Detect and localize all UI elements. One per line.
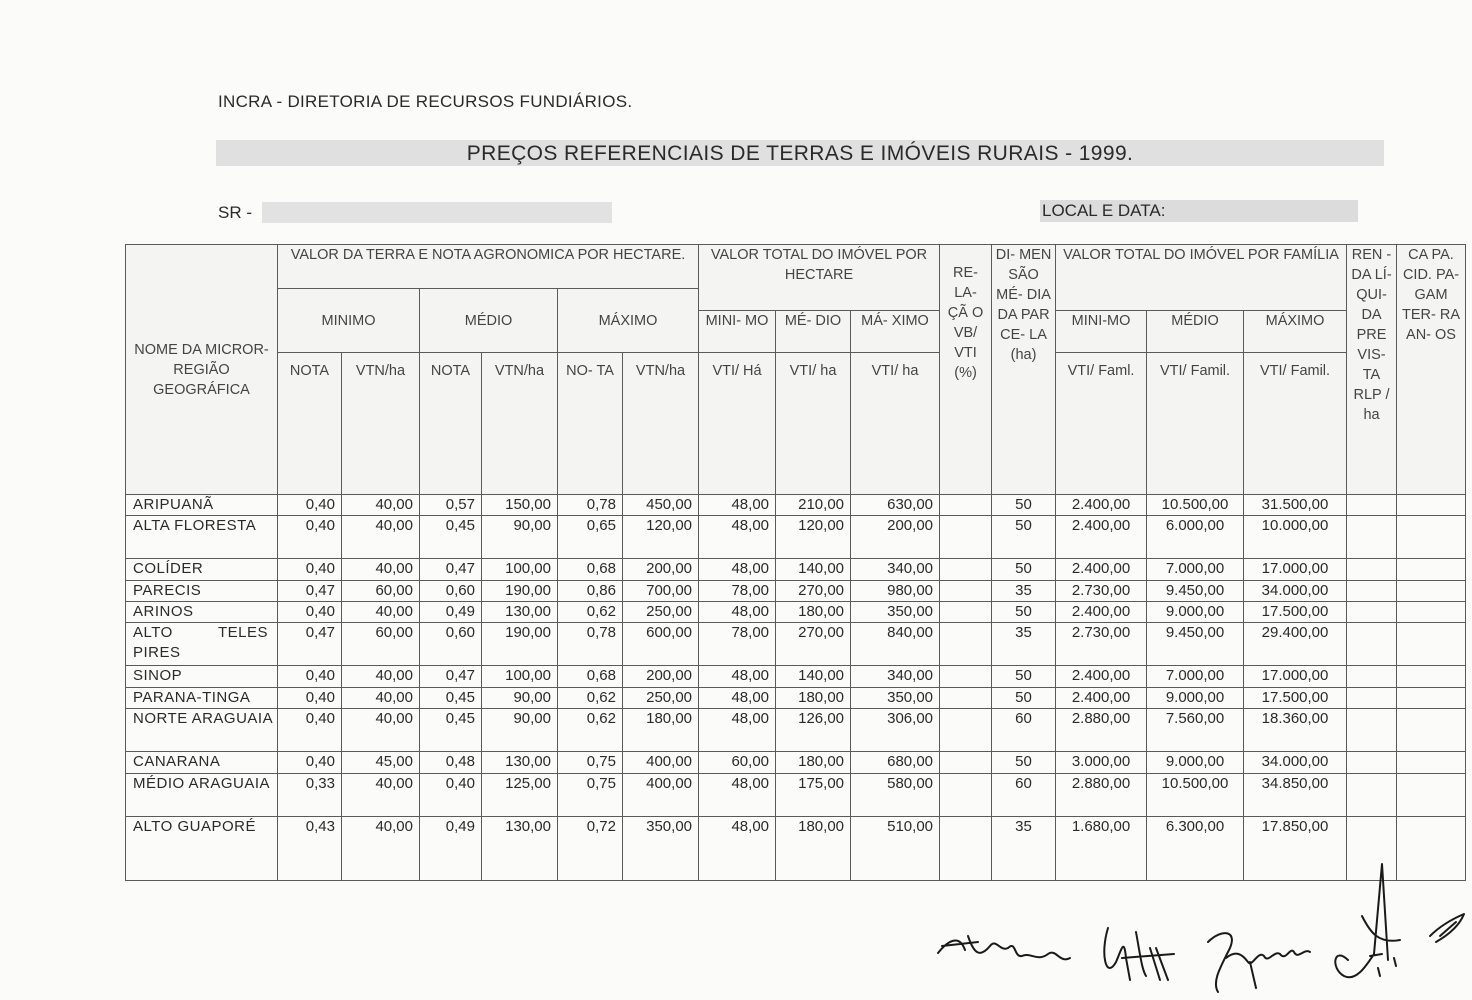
signature-2 (1104, 928, 1174, 980)
cell-fam-max: 17.500,00 (1244, 688, 1347, 709)
handwritten-signatures (930, 858, 1470, 998)
cell-cap (1397, 623, 1466, 666)
cell-renda (1347, 623, 1397, 666)
cell-vti-max: 340,00 (851, 666, 940, 688)
cell-fam-max: 29.400,00 (1244, 623, 1347, 666)
cell-fam-med: 7.560,00 (1147, 709, 1244, 752)
header-relacao: RE- LA- ÇÃ O VB/ VTI (%) (940, 245, 992, 495)
cell-vti-min: 48,00 (699, 817, 776, 881)
cell-vti-med: 120,00 (776, 516, 851, 559)
cell-max-vtn: 400,00 (623, 774, 699, 817)
cell-rel (940, 581, 992, 602)
cell-rel (940, 623, 992, 666)
header-vti-familia: VALOR TOTAL DO IMÓVEL POR FAMÍLIA (1056, 245, 1347, 311)
cell-cap (1397, 495, 1466, 516)
cell-max-nota: 0,75 (558, 774, 623, 817)
cell-fam-med: 9.000,00 (1147, 602, 1244, 623)
header-renda: REN - DA LÍ- QUI- DA PRE VIS- TA RLP / ha (1347, 245, 1397, 495)
cell-vti-max: 580,00 (851, 774, 940, 817)
cell-min-nota: 0,40 (278, 559, 342, 581)
cell-dim: 50 (992, 602, 1056, 623)
cell-max-nota: 0,62 (558, 709, 623, 752)
table-row (126, 559, 1466, 581)
cell-fam-min: 2.880,00 (1056, 709, 1147, 752)
cell-microrregiao: ARINOS (126, 602, 278, 623)
cell-fam-med: 9.450,00 (1147, 623, 1244, 666)
cell-vti-min: 48,00 (699, 774, 776, 817)
cell-fam-max: 17.850,00 (1244, 817, 1347, 881)
cell-microrregiao: NORTE ARAGUAIA (126, 709, 278, 752)
cell-min-vtn: 40,00 (342, 559, 420, 581)
cell-fam-max: 17.000,00 (1244, 559, 1347, 581)
cell-max-nota: 0,78 (558, 495, 623, 516)
cell-fam-med: 9.000,00 (1147, 688, 1244, 709)
cell-rel (940, 516, 992, 559)
cell-vti-min: 48,00 (699, 602, 776, 623)
header-minimo: MINIMO (278, 289, 420, 353)
cell-min-nota: 0,40 (278, 752, 342, 774)
header-vti-hectare: VALOR TOTAL DO IMÓVEL POR HECTARE (699, 245, 940, 311)
cell-med-vtn: 130,00 (482, 817, 558, 881)
cell-vti-min: 78,00 (699, 581, 776, 602)
header-vti-fam-2: VTI/ Famil. (1147, 353, 1244, 495)
cell-microrregiao: MÉDIO ARAGUAIA (126, 774, 278, 817)
cell-dim: 50 (992, 688, 1056, 709)
cell-microrregiao: SINOP (126, 666, 278, 688)
cell-microrregiao: CANARANA (126, 752, 278, 774)
cell-fam-min: 2.400,00 (1056, 688, 1147, 709)
cell-vti-med: 180,00 (776, 602, 851, 623)
cell-med-nota: 0,49 (420, 602, 482, 623)
cell-min-vtn: 60,00 (342, 623, 420, 666)
cell-vti-max: 200,00 (851, 516, 940, 559)
cell-med-nota: 0,60 (420, 581, 482, 602)
cell-cap (1397, 688, 1466, 709)
cell-fam-min: 2.730,00 (1056, 623, 1147, 666)
cell-med-vtn: 190,00 (482, 623, 558, 666)
cell-dim: 35 (992, 581, 1056, 602)
cell-min-vtn: 40,00 (342, 817, 420, 881)
cell-max-vtn: 200,00 (623, 666, 699, 688)
cell-fam-min: 2.400,00 (1056, 559, 1147, 581)
cell-microrregiao: PARECIS (126, 581, 278, 602)
cell-fam-med: 10.500,00 (1147, 774, 1244, 817)
table-row (126, 516, 1466, 559)
cell-med-nota: 0,47 (420, 666, 482, 688)
cell-max-nota: 0,86 (558, 581, 623, 602)
cell-rel (940, 709, 992, 752)
cell-med-nota: 0,40 (420, 774, 482, 817)
cell-vti-med: 270,00 (776, 623, 851, 666)
cell-dim: 35 (992, 623, 1056, 666)
cell-vti-min: 48,00 (699, 709, 776, 752)
header-min-vtn: VTN/ha (342, 353, 420, 495)
cell-dim: 50 (992, 559, 1056, 581)
cell-min-vtn: 40,00 (342, 495, 420, 516)
cell-vti-min: 48,00 (699, 516, 776, 559)
cell-med-nota: 0,60 (420, 623, 482, 666)
signature-4 (1335, 864, 1400, 977)
cell-vti-min: 78,00 (699, 623, 776, 666)
table-body (126, 495, 1466, 881)
cell-fam-med: 9.000,00 (1147, 752, 1244, 774)
table-row (126, 709, 1466, 752)
cell-med-vtn: 100,00 (482, 666, 558, 688)
cell-dim: 50 (992, 516, 1056, 559)
cell-med-vtn: 125,00 (482, 774, 558, 817)
cell-fam-min: 3.000,00 (1056, 752, 1147, 774)
local-date-label: LOCAL E DATA: (1042, 201, 1166, 220)
cell-min-vtn: 40,00 (342, 666, 420, 688)
cell-min-nota: 0,40 (278, 516, 342, 559)
cell-max-vtn: 250,00 (623, 688, 699, 709)
sr-field-bar (262, 202, 612, 223)
cell-dim: 50 (992, 752, 1056, 774)
cell-microrregiao: PARANA-TINGA (126, 688, 278, 709)
cell-fam-med: 7.000,00 (1147, 559, 1244, 581)
cell-max-vtn: 450,00 (623, 495, 699, 516)
cell-vti-min: 60,00 (699, 752, 776, 774)
cell-vti-max: 840,00 (851, 623, 940, 666)
cell-fam-max: 34.000,00 (1244, 752, 1347, 774)
header-name: NOME DA MICROR- REGIÃO GEOGRÁFICA (126, 245, 278, 495)
header-vti-ha-2: VTI/ ha (776, 353, 851, 495)
cell-med-vtn: 150,00 (482, 495, 558, 516)
cell-rel (940, 752, 992, 774)
cell-max-nota: 0,68 (558, 559, 623, 581)
cell-vti-med: 180,00 (776, 688, 851, 709)
cell-min-nota: 0,40 (278, 688, 342, 709)
cell-vti-med: 140,00 (776, 666, 851, 688)
cell-fam-min: 2.730,00 (1056, 581, 1147, 602)
cell-med-vtn: 90,00 (482, 709, 558, 752)
cell-vti-min: 48,00 (699, 688, 776, 709)
organization-header: INCRA - DIRETORIA DE RECURSOS FUNDIÁRIOS. (218, 92, 633, 111)
cell-med-nota: 0,45 (420, 709, 482, 752)
header-vti-maximo: MÁ- XIMO (851, 311, 940, 353)
cell-vti-med: 270,00 (776, 581, 851, 602)
cell-fam-med: 6.300,00 (1147, 817, 1244, 881)
cell-min-nota: 0,33 (278, 774, 342, 817)
cell-med-vtn: 90,00 (482, 688, 558, 709)
cell-renda (1347, 581, 1397, 602)
cell-med-nota: 0,49 (420, 817, 482, 881)
header-max-nota: NO- TA (558, 353, 623, 495)
cell-cap (1397, 774, 1466, 817)
sr-label: SR - (218, 203, 252, 222)
header-vti-ha-3: VTI/ ha (851, 353, 940, 495)
cell-renda (1347, 774, 1397, 817)
cell-vti-med: 175,00 (776, 774, 851, 817)
cell-max-vtn: 200,00 (623, 559, 699, 581)
table-row (126, 623, 1466, 666)
header-max-vtn: VTN/ha (623, 353, 699, 495)
cell-vti-med: 210,00 (776, 495, 851, 516)
cell-rel (940, 495, 992, 516)
table-row (126, 495, 1466, 516)
cell-fam-min: 2.400,00 (1056, 666, 1147, 688)
header-maximo: MÁXIMO (558, 289, 699, 353)
cell-renda (1347, 688, 1397, 709)
cell-rel (940, 688, 992, 709)
cell-rel (940, 559, 992, 581)
header-fam-mini: MINI-MO (1056, 311, 1147, 353)
cell-fam-med: 10.500,00 (1147, 495, 1244, 516)
cell-fam-min: 2.880,00 (1056, 774, 1147, 817)
cell-cap (1397, 709, 1466, 752)
cell-renda (1347, 666, 1397, 688)
table-row (126, 688, 1466, 709)
cell-min-nota: 0,47 (278, 581, 342, 602)
cell-fam-min: 2.400,00 (1056, 495, 1147, 516)
cell-fam-med: 9.450,00 (1147, 581, 1244, 602)
header-medio: MÉDIO (420, 289, 558, 353)
cell-dim: 35 (992, 817, 1056, 881)
cell-fam-max: 17.000,00 (1244, 666, 1347, 688)
cell-max-nota: 0,62 (558, 602, 623, 623)
cell-fam-min: 1.680,00 (1056, 817, 1147, 881)
cell-fam-min: 2.400,00 (1056, 516, 1147, 559)
cell-max-nota: 0,62 (558, 688, 623, 709)
cell-vti-med: 180,00 (776, 752, 851, 774)
cell-med-vtn: 100,00 (482, 559, 558, 581)
cell-vti-max: 980,00 (851, 581, 940, 602)
document-title: PREÇOS REFERENCIAIS DE TERRAS E IMÓVEIS RURAIS - 1999. (466, 142, 1134, 165)
cell-min-vtn: 40,00 (342, 602, 420, 623)
cell-vti-min: 48,00 (699, 559, 776, 581)
cell-fam-max: 34.850,00 (1244, 774, 1347, 817)
cell-cap (1397, 666, 1466, 688)
cell-vti-max: 340,00 (851, 559, 940, 581)
cell-microrregiao: ALTA FLORESTA (126, 516, 278, 559)
cell-vti-max: 630,00 (851, 495, 940, 516)
header-vti-ha-1: VTI/ Há (699, 353, 776, 495)
header-valor-terra: VALOR DA TERRA E NOTA AGRONOMICA POR HECTARE. (278, 245, 699, 289)
cell-fam-min: 2.400,00 (1056, 602, 1147, 623)
cell-min-vtn: 40,00 (342, 774, 420, 817)
cell-min-nota: 0,40 (278, 666, 342, 688)
table-row (126, 581, 1466, 602)
cell-rel (940, 602, 992, 623)
cell-cap (1397, 516, 1466, 559)
cell-min-nota: 0,43 (278, 817, 342, 881)
cell-min-vtn: 40,00 (342, 516, 420, 559)
price-table (125, 244, 1466, 881)
cell-cap (1397, 752, 1466, 774)
cell-min-vtn: 40,00 (342, 688, 420, 709)
cell-fam-med: 7.000,00 (1147, 666, 1244, 688)
cell-renda (1347, 602, 1397, 623)
header-vti-fam-1: VTI/ Faml. (1056, 353, 1147, 495)
cell-max-nota: 0,78 (558, 623, 623, 666)
header-fam-maximo: MÁXIMO (1244, 311, 1347, 353)
cell-med-nota: 0,47 (420, 559, 482, 581)
cell-min-nota: 0,47 (278, 623, 342, 666)
cell-microrregiao: ALTO TELES PIRES (126, 623, 278, 666)
cell-vti-max: 680,00 (851, 752, 940, 774)
cell-min-nota: 0,40 (278, 602, 342, 623)
table-row (126, 774, 1466, 817)
cell-med-nota: 0,45 (420, 688, 482, 709)
cell-fam-med: 6.000,00 (1147, 516, 1244, 559)
cell-max-nota: 0,75 (558, 752, 623, 774)
signature-5 (1430, 914, 1464, 942)
signature-1 (938, 936, 1070, 959)
cell-max-nota: 0,68 (558, 666, 623, 688)
cell-med-nota: 0,57 (420, 495, 482, 516)
cell-max-vtn: 600,00 (623, 623, 699, 666)
cell-min-vtn: 45,00 (342, 752, 420, 774)
header-vti-medio: MÉ- DIO (776, 311, 851, 353)
cell-vti-med: 140,00 (776, 559, 851, 581)
cell-med-nota: 0,45 (420, 516, 482, 559)
cell-dim: 60 (992, 709, 1056, 752)
cell-max-vtn: 400,00 (623, 752, 699, 774)
cell-renda (1347, 516, 1397, 559)
cell-dim: 50 (992, 495, 1056, 516)
signature-3 (1208, 933, 1310, 992)
cell-vti-min: 48,00 (699, 495, 776, 516)
cell-min-vtn: 40,00 (342, 709, 420, 752)
cell-rel (940, 666, 992, 688)
cell-vti-max: 350,00 (851, 602, 940, 623)
header-dimensao: DI- MEN SÃO MÉ- DIA DA PAR CE- LA (ha) (992, 245, 1056, 495)
cell-med-vtn: 130,00 (482, 602, 558, 623)
header-vti-mini: MINI- MO (699, 311, 776, 353)
header-med-vtn: VTN/ha (482, 353, 558, 495)
cell-fam-max: 17.500,00 (1244, 602, 1347, 623)
header-med-nota: NOTA (420, 353, 482, 495)
cell-cap (1397, 602, 1466, 623)
cell-dim: 50 (992, 666, 1056, 688)
cell-max-vtn: 350,00 (623, 817, 699, 881)
cell-vti-med: 126,00 (776, 709, 851, 752)
cell-cap (1397, 581, 1466, 602)
cell-cap (1397, 559, 1466, 581)
header-fam-medio: MÉDIO (1147, 311, 1244, 353)
table-row (126, 752, 1466, 774)
cell-renda (1347, 495, 1397, 516)
cell-max-nota: 0,65 (558, 516, 623, 559)
table-row (126, 602, 1466, 623)
cell-med-vtn: 190,00 (482, 581, 558, 602)
cell-vti-max: 306,00 (851, 709, 940, 752)
cell-max-nota: 0,72 (558, 817, 623, 881)
cell-max-vtn: 120,00 (623, 516, 699, 559)
cell-microrregiao: ALTO GUAPORÉ (126, 817, 278, 881)
header-capacidade: CA PA. CID. PA- GAM TER- RA AN- OS (1397, 245, 1466, 495)
header-min-nota: NOTA (278, 353, 342, 495)
cell-min-vtn: 60,00 (342, 581, 420, 602)
cell-max-vtn: 700,00 (623, 581, 699, 602)
cell-fam-max: 34.000,00 (1244, 581, 1347, 602)
cell-microrregiao: COLÍDER (126, 559, 278, 581)
header-vti-fam-3: VTI/ Famil. (1244, 353, 1347, 495)
cell-fam-max: 31.500,00 (1244, 495, 1347, 516)
cell-med-nota: 0,48 (420, 752, 482, 774)
cell-max-vtn: 250,00 (623, 602, 699, 623)
cell-med-vtn: 130,00 (482, 752, 558, 774)
cell-min-nota: 0,40 (278, 709, 342, 752)
cell-fam-max: 18.360,00 (1244, 709, 1347, 752)
cell-microrregiao: ARIPUANÃ (126, 495, 278, 516)
cell-dim: 60 (992, 774, 1056, 817)
cell-vti-max: 350,00 (851, 688, 940, 709)
cell-renda (1347, 709, 1397, 752)
cell-renda (1347, 752, 1397, 774)
cell-max-vtn: 180,00 (623, 709, 699, 752)
cell-renda (1347, 559, 1397, 581)
cell-vti-max: 510,00 (851, 817, 940, 881)
cell-rel (940, 774, 992, 817)
cell-vti-min: 48,00 (699, 666, 776, 688)
cell-fam-max: 10.000,00 (1244, 516, 1347, 559)
table-row (126, 666, 1466, 688)
cell-min-nota: 0,40 (278, 495, 342, 516)
cell-med-vtn: 90,00 (482, 516, 558, 559)
cell-vti-med: 180,00 (776, 817, 851, 881)
